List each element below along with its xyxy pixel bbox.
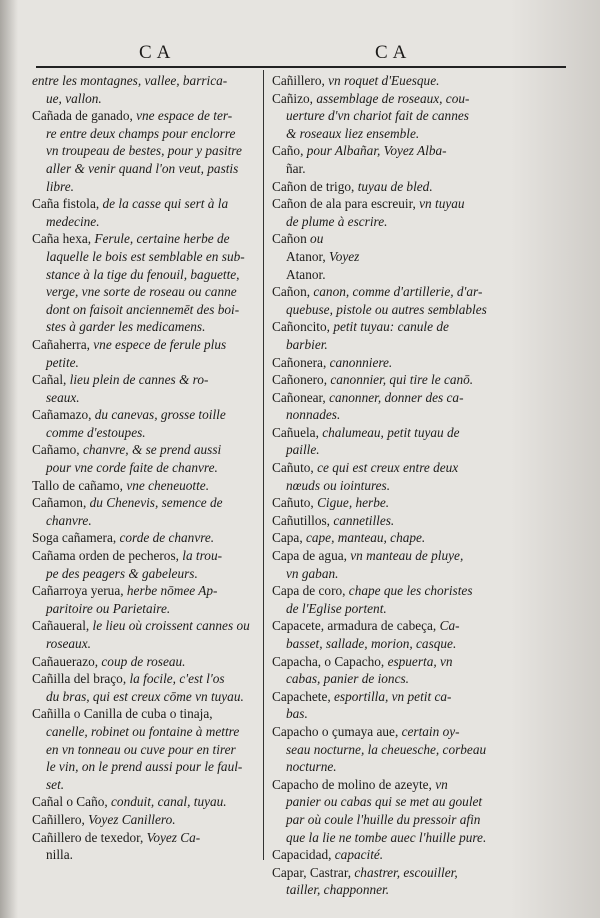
definition: entre les montagnes, vallee, barrica- (32, 73, 228, 88)
entry-line (272, 811, 508, 829)
entry-line (32, 459, 260, 477)
entry-line (272, 635, 508, 653)
headword: Capa de agua, (272, 548, 351, 564)
definition: tailler, chapponner. (286, 882, 390, 898)
definition: Voyez Canillero. (88, 811, 176, 827)
dictionary-entry (272, 178, 508, 196)
definition: le lieu où croissent cannes ou (92, 618, 250, 634)
definition: basset, sallade, morion, casque. (286, 636, 457, 651)
headword: Cañon, (272, 284, 314, 300)
entry-line (272, 829, 508, 847)
entry-line (32, 547, 260, 565)
entry-line (32, 248, 260, 266)
definition: libre. (46, 178, 74, 194)
definition: vn (435, 776, 448, 792)
entry-line (32, 723, 260, 741)
entry-line (32, 846, 260, 864)
entry-line (32, 688, 260, 706)
entry-line (272, 441, 508, 459)
dictionary-entry (272, 512, 508, 530)
entry-line (272, 653, 508, 671)
headword: Cañamon, (32, 495, 90, 511)
entry-line (272, 283, 508, 301)
headword: Cañonear, (272, 389, 330, 405)
definition: bas. (286, 706, 308, 722)
definition: stes à garder les medicamens. (46, 319, 206, 335)
dictionary-entry (272, 617, 508, 652)
headword: Cañon (272, 231, 311, 247)
dictionary-entry (32, 195, 260, 230)
definition: vne espace de ter- (136, 108, 233, 124)
headword: Atanor, (286, 248, 330, 264)
headword: Soga cañamera, (32, 530, 120, 546)
definition: seau nocturne, la cheuesche, corbeau (286, 741, 487, 757)
entry-line (272, 723, 508, 741)
definition: du bras, qui est creux cōme vn tuyau. (46, 688, 244, 704)
definition: dont on faisoit anciennemēt des boi- (46, 301, 240, 317)
definition: Ferule, certaine herbe de (94, 231, 230, 247)
definition: esportilla, vn petit ca- (334, 688, 452, 704)
entry-line (32, 195, 260, 213)
headword: Capachete, (272, 688, 335, 704)
definition: comme d'estoupes. (46, 424, 146, 440)
entry-line (272, 107, 508, 125)
headword: Cañon de ala para escreuir, (272, 196, 420, 212)
entry-line (32, 653, 260, 671)
headword: Cañillero de texedor, (32, 829, 147, 845)
column-divider (263, 70, 264, 860)
definition: que la lie ne tombe auec l'huille pure. (286, 829, 487, 845)
page-bleed (510, 0, 600, 918)
dictionary-entry (32, 793, 260, 811)
definition: vn manteau de pluye, (350, 548, 464, 564)
entry-line (32, 371, 260, 389)
definition: canon, comme d'artillerie, d'ar- (313, 284, 483, 300)
definition: aller & venir quand l'on veut, pastis (46, 160, 239, 176)
entry-line (272, 741, 508, 759)
definition: laquelle le bois est semblable en sub- (46, 248, 245, 264)
headword: Cañaueral, (32, 618, 93, 634)
dictionary-entry (32, 653, 260, 671)
entry-line (32, 266, 260, 284)
entry-line (272, 125, 508, 143)
entry-line (272, 142, 508, 160)
entry-line (32, 160, 260, 178)
entry-line (32, 829, 260, 847)
entry-line (32, 776, 260, 794)
definition: set. (46, 776, 65, 792)
entry-line (272, 406, 508, 424)
entry-line (272, 582, 508, 600)
entry-line (32, 758, 260, 776)
dictionary-entry (272, 72, 508, 90)
entry-line (32, 318, 260, 336)
dictionary-entry (272, 424, 508, 459)
headword: Cañal, (32, 372, 70, 388)
headword: Cañonero, (272, 372, 331, 388)
entry-line (32, 793, 260, 811)
definition: paritoire ou Parietaire. (46, 600, 171, 616)
headword: Cañal o Caño, (32, 794, 112, 810)
header-rule (36, 66, 566, 68)
dictionary-entry (272, 389, 508, 424)
definition: canonner, donner des ca- (329, 389, 464, 405)
entry-line (272, 547, 508, 565)
definition: ou (310, 231, 324, 247)
headword: Cañamo, (32, 442, 83, 458)
definition: cabas, panier de ioncs. (286, 671, 409, 687)
definition: du Chenevis, semence de (89, 495, 223, 511)
headword: Cañillero, (32, 811, 89, 827)
definition: chastrer, escouiller, (354, 864, 458, 880)
entry-line (272, 512, 508, 530)
definition: vne cheneuotte. (126, 477, 210, 493)
definition: la focile, c'est l'os (129, 671, 225, 687)
entry-line (32, 90, 260, 108)
dictionary-entry (32, 547, 260, 582)
entry-line (32, 424, 260, 442)
entry-line (32, 72, 260, 90)
dictionary-entry (32, 72, 260, 107)
entry-line (32, 178, 260, 196)
running-head-right: CA (375, 42, 412, 63)
headword: Cañuto, (272, 460, 318, 476)
dictionary-entry (32, 705, 260, 793)
headword: Cañada de ganado, (32, 108, 137, 124)
definition: ce qui est creux entre deux (317, 460, 459, 476)
entry-line (32, 600, 260, 618)
entry-line (32, 494, 260, 512)
entry-line (272, 670, 508, 688)
definition: petite. (46, 354, 79, 370)
headword: Cañizo, (272, 90, 317, 106)
definition: corde de chanvre. (119, 530, 215, 546)
dictionary-entry (32, 811, 260, 829)
definition: nœuds ou iointures. (286, 477, 391, 493)
definition: Voyez (329, 248, 360, 264)
definition: certain oy- (401, 723, 460, 739)
entry-line (272, 301, 508, 319)
definition: vne espece de ferule plus (93, 336, 227, 352)
entry-line (272, 617, 508, 635)
definition: petit tuyau: canule de (333, 319, 449, 335)
definition: Ca- (439, 618, 460, 634)
entry-line (272, 864, 508, 882)
definition: vn gaban. (286, 565, 339, 581)
dictionary-entry (32, 107, 260, 195)
definition: tuyau de bled. (357, 178, 433, 194)
definition: chanvre. (46, 512, 92, 528)
dictionary-entry (32, 670, 260, 705)
entry-line (272, 459, 508, 477)
dictionary-entry (272, 230, 508, 283)
definition: paille. (286, 442, 320, 458)
definition: medecine. (46, 213, 100, 229)
entry-line (272, 195, 508, 213)
entry-line (272, 424, 508, 442)
definition: assemblage de roseaux, cou- (316, 90, 470, 106)
definition: de plume à escrire. (286, 213, 388, 229)
entry-line (32, 582, 260, 600)
headword: Capa, (272, 530, 306, 546)
definition: vn tuyau (419, 196, 465, 212)
entry-line (32, 283, 260, 301)
entry-line (272, 688, 508, 706)
dictionary-entry (32, 494, 260, 529)
entry-line (32, 230, 260, 248)
definition: chalumeau, petit tuyau de (322, 424, 460, 440)
entry-line (32, 336, 260, 354)
dictionary-entry (32, 829, 260, 864)
definition: nocturne. (286, 759, 337, 775)
entry-line (32, 512, 260, 530)
headword: Cañaherra, (32, 336, 94, 352)
definition: du canevas, grosse toille (94, 407, 226, 423)
definition: canelle, robinet ou fontaine à mettre (46, 723, 240, 739)
dictionary-entry (32, 230, 260, 336)
entry-line (32, 406, 260, 424)
dictionary-entry (32, 582, 260, 617)
entry-line (272, 758, 508, 776)
entry-line (32, 389, 260, 407)
entry-line (272, 565, 508, 583)
entry-line (272, 72, 508, 90)
dictionary-entry (272, 283, 508, 318)
definition: stance à la tige du fenouil, baguette, (46, 266, 240, 282)
headword: Cañon de trigo, (272, 178, 358, 194)
headword: Cañilla del braço, (32, 671, 130, 687)
headword: Capacete, armadura de cabeça, (272, 618, 440, 634)
dictionary-entry (32, 477, 260, 495)
definition: roseaux. (46, 636, 91, 651)
entry-line (272, 90, 508, 108)
definition: vn troupeau de bestes, pour y pasitre (46, 143, 242, 159)
entry-line (32, 213, 260, 231)
definition: en vn tonneau ou cuve pour en tirer (46, 741, 236, 757)
dictionary-entry (272, 582, 508, 617)
entry-line (272, 248, 508, 266)
entry-line (32, 301, 260, 319)
definition: Cigue, herbe. (317, 495, 390, 511)
entry-line (32, 529, 260, 547)
dictionary-entry (272, 653, 508, 688)
headword: Cañuela, (272, 424, 323, 440)
definition: re entre deux champs pour enclorre (46, 125, 236, 141)
entry-line (272, 266, 508, 284)
entry-line (32, 617, 260, 635)
headword: Cañama orden de pecheros, (32, 548, 183, 564)
entry-line (272, 477, 508, 495)
headword: Capa de coro, (272, 583, 349, 599)
entry-line (32, 670, 260, 688)
definition: le vin, on le prend aussi pour le faul- (46, 759, 243, 775)
headword: Caña hexa, (32, 231, 95, 247)
headword: Capacho o çumaya aue, (272, 723, 402, 739)
dictionary-entry (272, 529, 508, 547)
entry-line (272, 318, 508, 336)
definition: par où coule l'huille du pressoir afin (286, 811, 481, 827)
dictionary-entry (272, 494, 508, 512)
headword: Cañonera, (272, 354, 330, 370)
headword: Capar, Castrar, (272, 864, 355, 880)
dictionary-entry (272, 371, 508, 389)
entry-line (272, 213, 508, 231)
headword: Capacidad, (272, 847, 335, 863)
dictionary-entry (272, 776, 508, 846)
headword: Capacho de molino de azeyte, (272, 776, 436, 792)
dictionary-entry (272, 846, 508, 864)
definition: de la casse qui sert à la (102, 196, 229, 212)
binding-shadow (0, 0, 18, 918)
headword: Atanor. (286, 266, 326, 282)
definition: cape, manteau, chape. (305, 530, 426, 546)
entry-line (272, 336, 508, 354)
entry-line (32, 125, 260, 143)
dictionary-entry (272, 864, 508, 899)
definition: de l'Eglise portent. (286, 600, 387, 616)
dictionary-entry (272, 354, 508, 372)
definition: quebuse, pistole ou autres semblables (286, 301, 487, 317)
definition: chape que les choristes (348, 583, 473, 599)
definition: lieu plein de cannes & ro- (69, 372, 209, 388)
headword: Cañillero, (272, 73, 329, 88)
definition: herbe nōmee Ap- (126, 583, 218, 599)
definition: la trou- (182, 548, 223, 564)
entry-line (32, 565, 260, 583)
headword: ñar. (286, 160, 306, 176)
entry-line (32, 354, 260, 372)
headword: Cañamazo, (32, 407, 95, 423)
headword: Capacha, o Capacho, (272, 653, 388, 669)
dictionary-entry (272, 459, 508, 494)
dictionary-entry (272, 195, 508, 230)
definition: cannetilles. (333, 512, 395, 528)
dictionary-entry (32, 406, 260, 441)
headword: Cañarroya yerua, (32, 583, 127, 599)
entry-line (272, 705, 508, 723)
headword: Cañuto, (272, 495, 318, 511)
entry-line (32, 107, 260, 125)
entry-line (32, 635, 260, 653)
headword: Caño, (272, 143, 307, 159)
definition: panier ou cabas qui se met au goulet (286, 794, 483, 810)
headword: Cañilla o Canilla de cuba o tinaja, (32, 706, 213, 722)
headword: Cañutillos, (272, 512, 334, 528)
entry-line (32, 142, 260, 160)
definition: pour vne corde faite de chanvre. (46, 460, 218, 476)
entry-line (272, 230, 508, 248)
right-column (272, 72, 508, 899)
dictionary-entry (32, 617, 260, 652)
headword: Tallo de cañamo, (32, 477, 127, 493)
headword: Caña fistola, (32, 196, 103, 212)
entry-line (272, 600, 508, 618)
dictionary-entry (32, 529, 260, 547)
entry-line (272, 160, 508, 178)
entry-line (272, 793, 508, 811)
entry-line (272, 371, 508, 389)
entry-line (272, 494, 508, 512)
definition: canonniere. (329, 354, 393, 370)
entry-line (272, 354, 508, 372)
definition: pour Albañar, Voyez Alba- (306, 143, 447, 159)
definition: verge, vne sorte de roseau ou canne (46, 284, 237, 300)
entry-line (272, 881, 508, 899)
dictionary-entry (272, 142, 508, 177)
definition: ue, vallon. (46, 90, 102, 106)
definition: pe des peagers & gabeleurs. (46, 565, 198, 581)
dictionary-entry (272, 688, 508, 723)
dictionary-entry (272, 90, 508, 143)
entry-line (32, 741, 260, 759)
dictionary-entry (32, 371, 260, 406)
entry-line (32, 705, 260, 723)
dictionary-entry (272, 723, 508, 776)
entry-line (32, 441, 260, 459)
entry-line (272, 389, 508, 407)
left-column (32, 72, 260, 864)
entry-line (272, 178, 508, 196)
definition: nonnades. (286, 407, 341, 423)
entry-line (272, 529, 508, 547)
definition: chanvre, & se prend aussi (82, 442, 222, 458)
definition: canonnier, qui tire le canō. (330, 372, 474, 388)
definition: uerture d'vn chariot fait de cannes (286, 108, 469, 124)
definition: vn roquet d'Euesque. (328, 73, 440, 88)
running-head-left: CA (139, 42, 176, 63)
definition: Voyez Ca- (146, 829, 201, 845)
definition: conduit, canal, tuyau. (111, 794, 227, 810)
definition: seaux. (46, 389, 80, 405)
definition: barbier. (286, 336, 328, 352)
headword: nilla. (46, 847, 73, 863)
entry-line (32, 811, 260, 829)
headword: Cañoncito, (272, 319, 334, 335)
entry-line (272, 846, 508, 864)
headword: Cañauerazo, (32, 653, 102, 669)
definition: coup de roseau. (101, 653, 186, 669)
dictionary-entry (32, 336, 260, 371)
entry-line (272, 776, 508, 794)
dictionary-entry (272, 547, 508, 582)
dictionary-entry (272, 318, 508, 353)
dictionary-entry (32, 441, 260, 476)
definition: capacité. (334, 847, 384, 863)
definition: & roseaux liez ensemble. (286, 125, 420, 141)
entry-line (32, 477, 260, 495)
definition: espuerta, vn (387, 653, 453, 669)
